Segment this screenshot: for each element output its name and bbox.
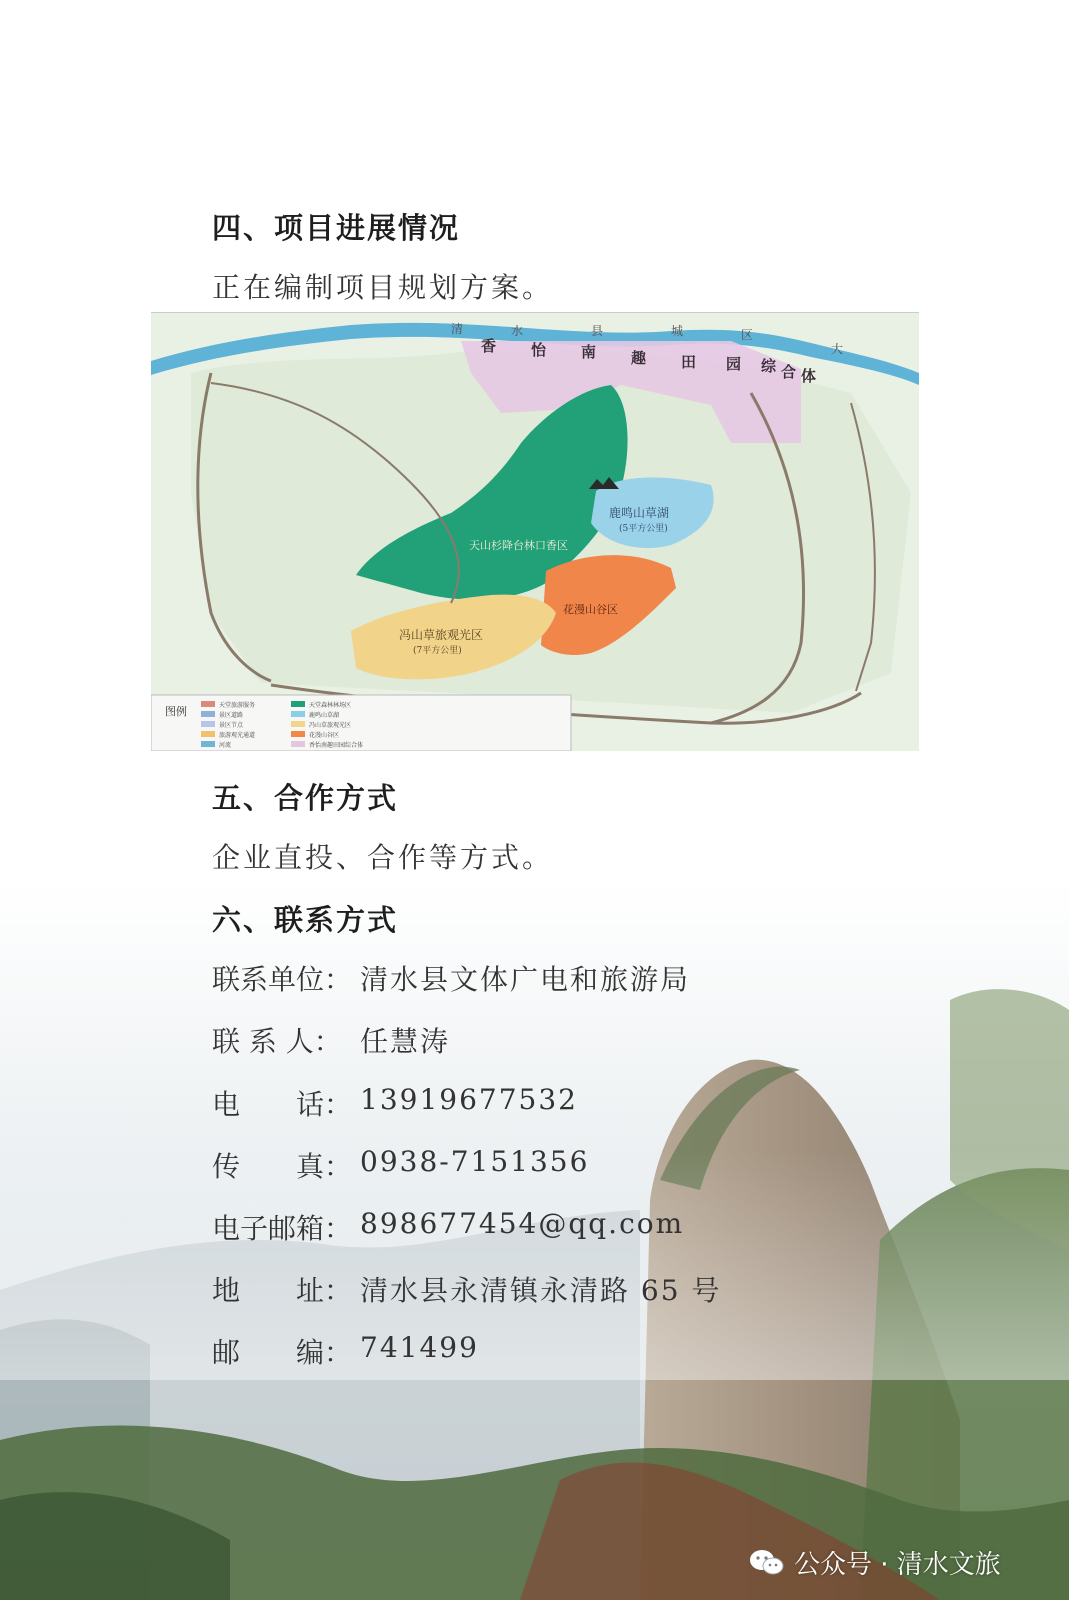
legend-swatch (201, 711, 215, 717)
map-top-label: 区 (741, 328, 754, 342)
planning-map-image (151, 312, 919, 751)
legend-label: 景区节点 (219, 722, 244, 729)
section-4-body: 正在编制项目规划方案。 (212, 271, 554, 304)
legend-label: 河流 (219, 742, 232, 749)
map-top-label: 县 (591, 324, 604, 338)
contact-label: 电子邮箱： (212, 1212, 353, 1245)
map-top-label: 大 (831, 342, 844, 356)
map-zone-yellow-sub: (7平方公里) (413, 646, 462, 656)
legend-swatch (291, 721, 305, 727)
legend-swatch (291, 711, 305, 717)
contact-unit-row (212, 958, 690, 998)
map-town-label: 南 (581, 343, 597, 361)
map-town-label: 合 (781, 363, 797, 381)
legend-label: 香怡南趣田园综合体 (309, 742, 364, 749)
map-town-label: 园 (726, 355, 742, 373)
contact-label: 联 系 人： (212, 1025, 342, 1058)
legend-label: 鹿鸣山草湖 (309, 712, 340, 719)
map-top-label: 城 (671, 324, 684, 338)
legend-swatch (201, 741, 215, 747)
section-5-body: 企业直投、合作等方式。 (212, 841, 554, 874)
legend-label: 花漫山谷区 (309, 732, 340, 739)
legend-swatch (291, 731, 305, 737)
contact-value: 898677454@qq.com (360, 1207, 685, 1240)
contact-label: 电 话： (212, 1088, 353, 1121)
map-town-label: 趣 (631, 349, 647, 367)
section-6-heading: 六、联系方式 (212, 903, 399, 937)
map-zone-blue-label: 鹿鸣山草湖 (609, 506, 670, 520)
section-5-heading: 五、合作方式 (212, 781, 399, 815)
contact-email-row (212, 1207, 684, 1247)
map-zone-blue-sub: (5平方公里) (619, 524, 668, 534)
contact-fax-row (212, 1145, 589, 1185)
section-4-heading: 四、项目进展情况 (212, 211, 461, 245)
contact-label: 地 址： (212, 1274, 353, 1307)
legend-swatch (201, 701, 215, 707)
legend-label: 景区道路 (219, 712, 244, 719)
legend-label: 天堂森林林场区 (309, 702, 352, 709)
legend-swatch (201, 721, 215, 727)
legend-swatch (201, 731, 215, 737)
contact-address-row (212, 1269, 721, 1309)
legend-label: 天堂旅游服务 (219, 702, 256, 709)
wechat-watermark (748, 1544, 1001, 1581)
map-town-label: 综 (761, 357, 777, 375)
contact-label: 传 真： (212, 1150, 353, 1183)
watermark-text: 公众号 · 清水文旅 (794, 1550, 1001, 1580)
contact-value: 741499 (360, 1331, 479, 1364)
map-top-label: 清 (451, 322, 464, 336)
legend-swatch (291, 741, 305, 747)
contact-value: 任慧涛 (360, 1025, 451, 1058)
legend-label: 旅游观光通道 (219, 732, 256, 739)
map-top-label: 水 (511, 324, 524, 338)
map-town-label: 田 (681, 353, 697, 371)
map-town-label: 体 (801, 367, 817, 385)
map-legend-title: 图例 (165, 705, 187, 718)
legend-label: 冯山草旅观光区 (309, 722, 352, 729)
map-town-label: 怡 (531, 341, 547, 359)
map-zone-orange-label: 花漫山谷区 (563, 603, 618, 616)
contact-value: 清水县文体广电和旅游局 (360, 963, 691, 996)
contact-person-row (212, 1020, 450, 1060)
contact-postcode-row (212, 1331, 479, 1371)
map-town-label: 香 (481, 337, 497, 355)
contact-value: 清水县永清镇永清路 65 号 (360, 1274, 722, 1307)
legend-swatch (291, 701, 305, 707)
map-zone-green-label: 天山杉降台林口香区 (469, 539, 568, 552)
map-zone-yellow-label: 冯山草旅观光区 (399, 628, 484, 642)
contact-value: 0938-7151356 (360, 1145, 590, 1178)
contact-value: 13919677532 (360, 1083, 578, 1116)
wechat-icon (748, 1548, 786, 1578)
contact-label: 邮 编： (212, 1336, 353, 1369)
contact-label: 联系单位： (212, 963, 353, 996)
contact-phone-row (212, 1083, 578, 1123)
